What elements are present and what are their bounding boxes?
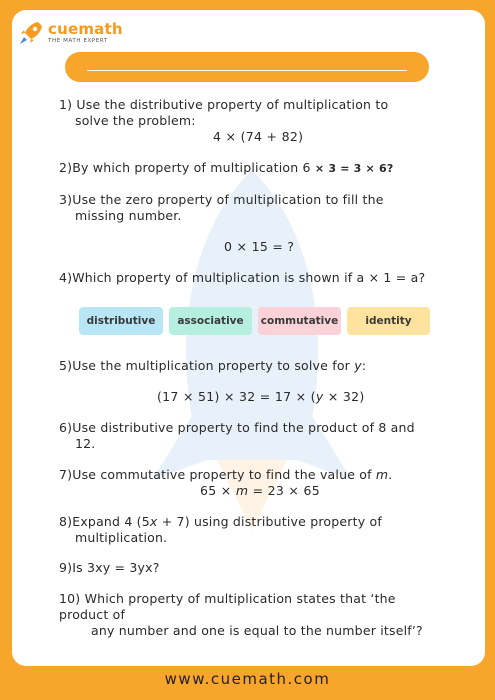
question-text: Use the multiplication property to solve for xyxy=(72,358,355,373)
expression-part: = 23 × 65 xyxy=(248,483,320,498)
question-text-cont: 12. xyxy=(75,436,96,451)
question-number: 10) xyxy=(59,591,81,606)
footer-url: www.cuemath.com xyxy=(164,670,331,688)
question-text: + 7) using distributive property of xyxy=(157,514,382,529)
expression-part: × 32) xyxy=(323,389,365,404)
title-blank-line xyxy=(87,70,407,71)
option-distributive: distributive xyxy=(79,307,163,335)
question-number: 1) xyxy=(59,97,73,112)
question-7 xyxy=(59,467,392,483)
question-number: 6) xyxy=(59,420,73,435)
expression-3: 0 × 15 = ? xyxy=(224,239,295,254)
question-text-cont: missing number. xyxy=(75,208,182,223)
question-text: Expand 4 (5 xyxy=(72,514,150,529)
question-number: 8) xyxy=(59,514,73,529)
expression-part: (17 × 51) × 32 = 17 × ( xyxy=(157,389,316,404)
question-text-end: : xyxy=(361,358,367,373)
question-text: Use distributive property to find the product of 8 and xyxy=(72,420,415,435)
question-10 xyxy=(59,591,423,639)
question-text: Use the zero property of multiplication to fill the xyxy=(72,192,384,207)
question-variable: x xyxy=(149,514,158,529)
worksheet-page xyxy=(12,10,485,666)
question-text-cont: any number and one is equal to the number itself’? xyxy=(91,623,423,638)
question-number: 7) xyxy=(59,467,73,482)
question-text-cont: product of xyxy=(59,607,126,622)
brand-tagline: THE MATH EXPERT xyxy=(48,37,108,44)
question-2 xyxy=(59,160,393,177)
question-variable: y xyxy=(354,358,362,373)
question-text: By which property of multiplication 6 xyxy=(72,160,315,175)
option-associative: associative xyxy=(169,307,252,335)
question-variable: m xyxy=(375,467,389,482)
question-6 xyxy=(59,420,415,452)
question-text: Use commutative property to find the value of xyxy=(72,467,376,482)
question-5 xyxy=(59,358,366,374)
question-number: 5) xyxy=(59,358,73,373)
question-text: Is 3xy = 3yx? xyxy=(72,560,160,575)
option-commutative: commutative xyxy=(258,307,341,335)
question-text-cont: multiplication. xyxy=(75,530,168,545)
expression-part: 65 × xyxy=(200,483,236,498)
option-chips xyxy=(79,307,430,335)
question-number: 2) xyxy=(59,160,73,175)
expression-variable: m xyxy=(235,483,249,498)
question-equation: × 3 = 3 × 6? xyxy=(314,162,394,175)
question-1 xyxy=(59,97,388,129)
cuemath-logo xyxy=(18,20,123,46)
question-text-cont: solve the problem: xyxy=(75,113,196,128)
brand-name: cuemath xyxy=(48,19,123,38)
question-3 xyxy=(59,192,384,224)
expression-variable: y xyxy=(315,389,324,404)
question-text-end: . xyxy=(388,467,393,482)
question-number: 4) xyxy=(59,270,73,285)
title-banner xyxy=(65,52,429,82)
question-text: Which property of multiplication is shown if a × 1 = a? xyxy=(72,270,426,285)
expression-7 xyxy=(200,483,320,498)
expression-1: 4 × (74 + 82) xyxy=(213,129,304,144)
question-4 xyxy=(59,270,425,286)
question-text: Which property of multiplication states that ‘the xyxy=(84,591,396,606)
expression-5 xyxy=(157,389,365,404)
question-8 xyxy=(59,514,382,546)
option-identity: identity xyxy=(347,307,430,335)
question-number: 3) xyxy=(59,192,73,207)
question-number: 9) xyxy=(59,560,73,575)
rocket-logo-icon xyxy=(18,20,44,46)
question-text: Use the distributive property of multiplication to xyxy=(76,97,389,112)
question-9 xyxy=(59,560,160,576)
